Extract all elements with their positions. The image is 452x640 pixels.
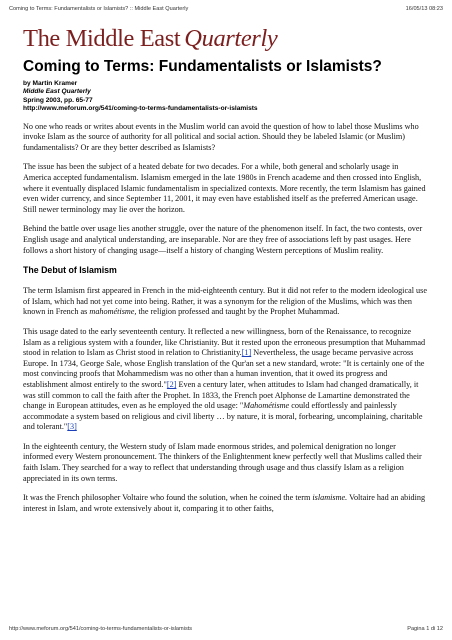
print-footer-url: http://www.meforum.org/541/coming-to-terms-fundamentalists-or-islamists: [9, 626, 193, 632]
journal-name: Middle East Quarterly: [23, 88, 91, 96]
footnote-link-3[interactable]: [3]: [67, 422, 77, 432]
byline: by Martin Kramer: [23, 80, 78, 87]
paragraph-7: It was the French philosopher Voltaire who found the solution, when he coined the term islamisme. Voltaire had an abiding interest in Islam, and wrote extensively about it, comparing it to other faiths,: [23, 493, 426, 513]
print-footer: [9, 626, 443, 636]
section-heading: The Debut of Islamism: [23, 265, 117, 276]
article-title: Coming to Terms: Fundamentalists or Islamists?: [23, 58, 382, 75]
print-header: [9, 6, 443, 16]
paragraph-1: No one who reads or writes about events in the Muslim world can avoid the question of how to label those Muslims who invoke Islam as the source of authority for all political and social action. Should they be labeled Islamic (or Muslim) fundamentalists? Or are they better described as Islamists?: [23, 121, 419, 152]
issue-info: Spring 2003, pp. 65-77: [23, 96, 93, 104]
paragraph-5: This usage dated to the early seventeenth century. It reflected a new willingness, born of the Renaissance, to recognize Islam as a religious system with a founder, like Christianity. But it rested upon the erroneous presumption that Muhammad stood in relation to Islam as Christ stood in relation to Christianity.[1] Nevertheless, the usage became pervasive across Europe. In 1734, George Sale, whose English translation of the Qur'an set a new standard, wrote: "It is certainly one of the most convincing proofs that Mohammedism was no other than a human invention, that it owed its progress and establishment almost entirely to the sword."[2] Even a century later, when attitudes to Islam had changed dramatically, it was still common to call the faith after the Prophet. In 1833, the French poet Alphonse de Lamartine demonstrated the change in European attitudes, even as he employed the old usage: "Mahométisme could effortlessly and painlessly accommodate a system based on religious and civil liberty … by nature, it is moral, forbearing, uncomplaining, charitable and tolerant."[3]: [23, 326, 426, 432]
print-header-title: Coming to Terms: Fundamentalists or Islamists? :: Middle East Quarterly: [9, 6, 189, 12]
paragraph-6: In the eighteenth century, the Western study of Islam made enormous strides, and polemical denigration no longer informed every Western pronouncement. The thinkers of the Enlightenment knew perfectly well that Muslims called their faith Islam. They searched for a way to reflect that understanding through usage and thus classify Islam as a religion appreciated in its own terms.: [23, 441, 422, 483]
footnote-link-2[interactable]: [2]: [166, 379, 177, 389]
page-number: Pagina 1 di 12: [407, 626, 443, 632]
article-meta: [23, 80, 427, 114]
masthead-text: The Middle East: [23, 25, 181, 52]
paragraph-3: Behind the battle over usage lies another struggle, over the nature of the phenomenon itself. In fact, the two contests, over English usage and analytical understanding, are inseparable. Nor are they free of associations left by past usages. Here follows a short history of changing usage—itself a history of changing Western perceptions of Muslim reality.: [23, 224, 423, 255]
footnote-link-1[interactable]: [1]: [241, 348, 252, 358]
paragraph-4: The term Islamism first appeared in French in the mid-eighteenth century. But it did not refer to the modern ideological use of Islam, which had not yet come into being. Rather, it was a synonym for the religion of the Muslims, which was then known in French as mahométisme, the religion professed and taught by the Prophet Muhammad.: [23, 286, 427, 317]
article-url-link[interactable]: http://www.meforum.org/541/coming-to-terms-fundamentalists-or-islamists: [23, 105, 258, 113]
masthead-logo[interactable]: [23, 24, 427, 54]
print-header-timestamp: 16/05/13 08:23: [405, 6, 443, 12]
paragraph-2: The issue has been the subject of a heated debate for two decades. For a while, both general and scholarly usage in America accepted fundamentalism. Islamism emerged in the late 1980s in French academe and then crossed into English, where it eventually displaced Islamic fundamentalism in specialized contexts. More recently, the term Islamism has gained even wider currency, and since September 11, 2001, it may even have established itself as the preferred American usage. Still newer terminology may lie over the horizon.: [23, 162, 426, 214]
masthead-quarterly: Quarterly: [184, 25, 278, 52]
article-page: [23, 24, 427, 523]
